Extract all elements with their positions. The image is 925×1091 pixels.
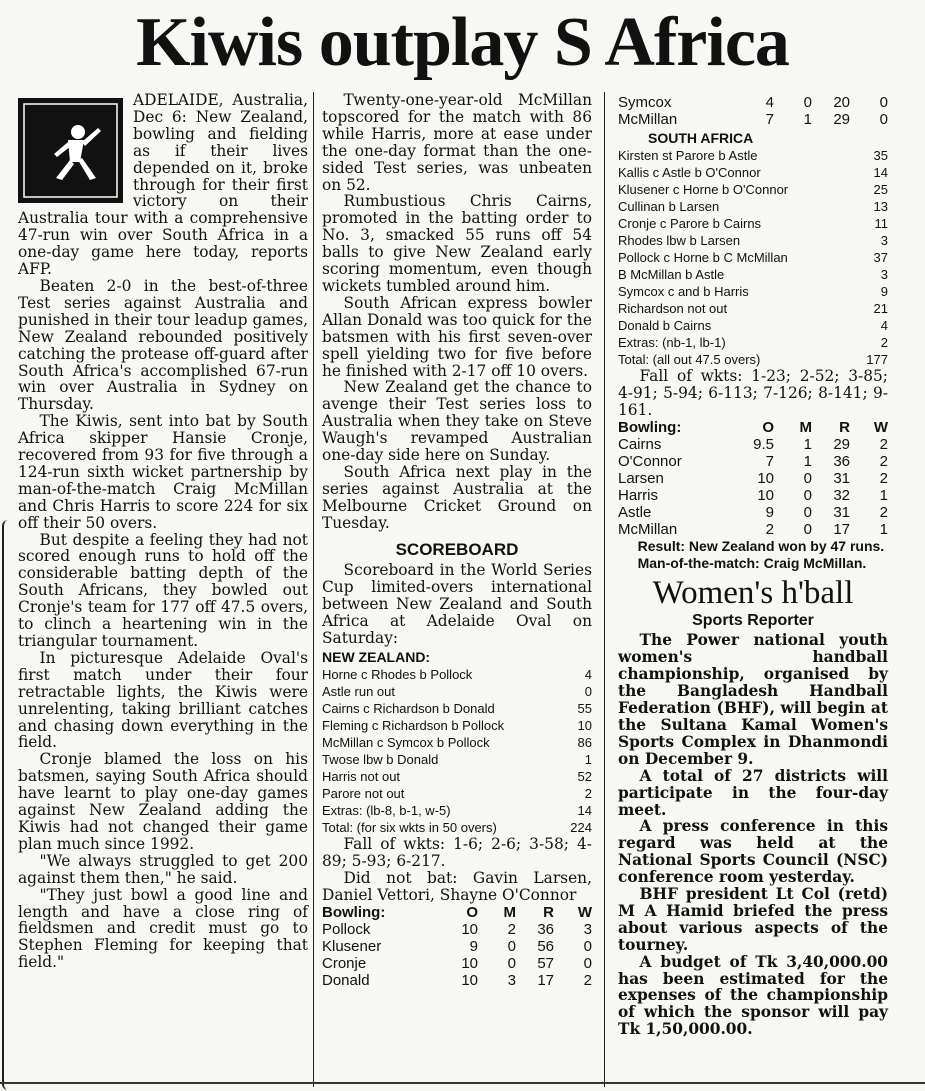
runs-value: 52 <box>577 768 592 784</box>
batsman-entry: Klusener c Horne b O'Connor <box>618 181 789 197</box>
bowling-figure-o: 10 <box>461 920 478 938</box>
article-paragraph: South Africa next play in the series against Australia at the Melbourne Cricket Ground on Tuesday. <box>322 462 592 532</box>
bowling-row <box>322 921 592 938</box>
bowling-row <box>618 94 888 111</box>
batsman-entry: Extras: (nb-1, lb-1) <box>618 334 726 350</box>
runs-value: 2 <box>584 785 592 801</box>
nz-label: NEW ZEALAND: <box>322 649 431 665</box>
bowling-figure-o: 9 <box>469 937 478 955</box>
bowler-name: O'Connor <box>618 452 682 470</box>
batsman-entry: Fleming c Richardson b Pollock <box>322 717 505 733</box>
bowling-figure-m: 0 <box>803 503 812 521</box>
batting-row <box>322 751 592 768</box>
bowling-figure-o: 10 <box>757 469 774 487</box>
col-w: W <box>577 903 592 921</box>
batting-row <box>322 819 592 836</box>
bowling-figure-m: 0 <box>803 486 812 504</box>
bowling-row <box>322 938 592 955</box>
col-o: O <box>466 903 478 921</box>
runs-value: 10 <box>577 717 592 733</box>
bowling-figure-m: 1 <box>803 435 812 453</box>
bowling-figure-o: 7 <box>765 452 774 470</box>
bowler-name: Donald <box>322 971 370 989</box>
bowling-figure-w: 1 <box>879 486 888 504</box>
bowling-figure-m: 3 <box>507 971 516 989</box>
runs-value: 1 <box>584 751 592 767</box>
bowling-figure-m: 1 <box>803 452 812 470</box>
batsman-entry: Total: (for six wkts in 50 overs) <box>322 819 497 835</box>
batting-row <box>618 351 888 368</box>
bowling-figure-w: 0 <box>583 954 592 972</box>
batting-row <box>618 164 888 181</box>
runs-value: 35 <box>873 147 888 163</box>
runs-value: 9 <box>880 283 888 299</box>
runs-value: 86 <box>577 734 592 750</box>
column-rule <box>313 92 314 1087</box>
bowling-label: Bowling: <box>618 418 682 436</box>
bowler-name: Cairns <box>618 435 662 453</box>
runs-value: 14 <box>873 164 888 180</box>
runs-value: 14 <box>577 802 592 818</box>
bowling-figure-m: 2 <box>507 920 516 938</box>
sa-bowling-list <box>618 436 888 538</box>
batsman-entry: Cairns c Richardson b Donald <box>322 700 495 716</box>
batsman-entry: Donald b Cairns <box>618 317 712 333</box>
bowling-row <box>618 436 888 453</box>
batsman-entry: Rhodes lbw b Larsen <box>618 232 741 248</box>
batting-row <box>322 683 592 700</box>
bowling-row <box>618 487 888 504</box>
batting-row <box>618 181 888 198</box>
handball-paragraph: The Power national youth women's handball championship, organised by the Bangladesh Handball Federation (BHF), will begin at the Sultana Kamal Women's Sports Complex in Dhanmondi on December 9. <box>618 631 888 768</box>
batsman-entry: McMillan c Symcox b Pollock <box>322 734 490 750</box>
bowling-figure-w: 3 <box>583 920 592 938</box>
bowling-figure-m: 0 <box>507 954 516 972</box>
batsman-entry: Harris not out <box>322 768 401 784</box>
bowler-name: Pollock <box>322 920 371 938</box>
bowler-name: Klusener <box>322 937 382 955</box>
batting-row <box>618 300 888 317</box>
bowling-figure-m: 1 <box>803 111 812 128</box>
batting-row <box>618 215 888 232</box>
handball-paragraph: A press conference in this regard was held at the National Sports Council (NSC) conference room yesterday. <box>618 817 888 887</box>
handball-paragraph: BHF president Lt Col (retd) M A Hamid briefed the press about various aspects of the tourney. <box>618 885 888 954</box>
article-paragraph: Beaten 2-0 in the best-of-three Test series against Australia and punished in their tour leadup games, New Zealand rebounded positively catching the protease off-guard after South Africa's accomplished 67-run win over Australia in Sydney on Thursday. <box>18 276 308 414</box>
article-paragraph: "We always struggled to get 200 against them then," he said. <box>18 851 308 887</box>
runs-value: 55 <box>577 700 592 716</box>
batsman-entry: Kallis c Astle b O'Connor <box>618 164 761 180</box>
article-paragraph: New Zealand get the chance to avenge their Test series loss to Australia when they take on Steve Waugh's revamped Australian one-day side here on Sunday. <box>322 378 592 465</box>
article-paragraph: South African express bowler Allan Donald was too quick for the batsmen with his first seven-over spell yielding two for five before he finished with 2-17 off 10 overs. <box>322 293 592 380</box>
runs-value: 37 <box>873 249 888 265</box>
nz-bowling-header <box>322 904 592 921</box>
bowling-row <box>322 955 592 972</box>
bowling-row <box>618 453 888 470</box>
nz-bowling-list-continued <box>618 94 888 128</box>
runs-value: 2 <box>880 334 888 350</box>
bowling-row <box>618 521 888 538</box>
article-paragraph: But despite a feeling they had not scored enough runs to hold off the considerable batting depth of the South Africans, they bowled out Cronje's team for 177 off 47.5 overs, to clinch a heartening win in the triangular tournament. <box>18 530 308 650</box>
batting-row <box>618 283 888 300</box>
bowling-figure-w: 0 <box>583 937 592 955</box>
cricketer-silhouette-icon <box>18 98 123 203</box>
article-paragraph: The Kiwis, sent into bat by South Africa skipper Hansie Cronje, recovered from 93 for five through a 124-run sixth wicket partnership by man-of-the-match Craig McMillan and Chris Harris to score 224 for six off their 50 overs. <box>18 412 308 532</box>
article-paragraph: Cronje blamed the loss on his batsmen, saying South Africa should have learnt to play one-day games against New Zealand adding the Kiwis had not changed their game plan much since 1992. <box>18 750 308 853</box>
sa-batting-list <box>618 147 888 368</box>
col-o: O <box>762 418 774 436</box>
batting-row <box>618 147 888 164</box>
batting-row <box>322 802 592 819</box>
bowling-figure-m: 0 <box>507 937 516 955</box>
bowling-label: Bowling: <box>322 903 386 921</box>
batsman-entry: Cronje c Parore b Cairns <box>618 215 762 231</box>
col-r: R <box>839 418 850 436</box>
runs-value: 13 <box>873 198 888 214</box>
bowling-figure-o: 10 <box>461 971 478 989</box>
bowling-figure-w: 2 <box>879 503 888 521</box>
bowling-figure-o: 4 <box>765 94 774 111</box>
article-paragraph: Twenty-one-year-old McMillan topscored for the match with 86 while Harris, more at ease under the one-day format than the one-sided Test series, was unbeaten on 52. <box>322 91 592 194</box>
bowling-figure-w: 1 <box>879 520 888 538</box>
bowling-figure-m: 0 <box>803 520 812 538</box>
runs-value: 4 <box>584 666 592 682</box>
batsman-entry: Parore not out <box>322 785 405 801</box>
batting-row <box>618 266 888 283</box>
runs-value: 3 <box>880 232 888 248</box>
man-of-the-match: Man-of-the-match: Craig McMillan. <box>637 554 867 571</box>
batting-row <box>322 768 592 785</box>
batsman-entry: Cullinan b Larsen <box>618 198 720 214</box>
bowling-figure-r: 17 <box>833 520 850 538</box>
batting-row <box>322 734 592 751</box>
bowling-figure-r: 36 <box>537 920 554 938</box>
bowling-figure-w: 2 <box>879 469 888 487</box>
bowler-name: McMillan <box>618 111 678 128</box>
article-paragraph: In picturesque Adelaide Oval's first match under their four retractable lights, the Kiwis were unrelenting, taking brilliant catches and chasing down everything in the field. <box>18 648 308 752</box>
bowler-name: Astle <box>618 503 652 521</box>
bowler-name: Cronje <box>322 954 367 972</box>
batting-row <box>618 317 888 334</box>
batting-row <box>618 334 888 351</box>
article-paragraph: Rumbustious Chris Cairns, promoted in the batting order to No. 3, smacked 55 runs off 54 balls to give New Zealand early scoring momentum, even though wickets tumbled around him. <box>322 192 592 295</box>
bowler-name: Harris <box>618 486 658 504</box>
batting-row <box>322 700 592 717</box>
batting-row <box>322 717 592 734</box>
batsman-entry: Symcox c and b Harris <box>618 283 749 299</box>
bowling-figure-w: 2 <box>879 435 888 453</box>
bowling-figure-r: 36 <box>833 452 850 470</box>
bowling-figure-o: 7 <box>765 111 774 128</box>
nz-did-not-bat: Did not bat: Gavin Larsen, Daniel Vettori, Shayne O'Connor <box>322 868 592 904</box>
bowler-name: Larsen <box>618 469 664 487</box>
batsman-entry: Astle run out <box>322 683 395 699</box>
scoreboard-intro: Scoreboard in the World Series Cup limited-overs international between New Zealand and South Africa at Adelaide Oval on Saturday: <box>322 561 592 648</box>
article-column-3 <box>618 94 888 1038</box>
bowling-figure-m: 0 <box>803 94 812 111</box>
batsman-entry: Horne c Rhodes b Pollock <box>322 666 473 682</box>
article-paragraph: ADELAIDE, Australia, Dec 6: New Zealand, bowling and fielding as if their lives depended on it, broke through for their first victory on their Australia tour with a comprehensive 47-run win over South Africa in a one-day game here today, reports AFP. <box>18 91 308 279</box>
nz-batting-list <box>322 666 592 836</box>
bowling-figure-o: 10 <box>461 954 478 972</box>
bowler-name: Symcox <box>618 94 672 111</box>
bowling-figure-r: 32 <box>833 486 850 504</box>
article-column-1 <box>18 92 308 971</box>
bowling-figure-w: 2 <box>583 971 592 989</box>
headline: Kiwis outplay S Africa <box>136 4 789 81</box>
handball-byline: Sports Reporter <box>692 612 814 630</box>
runs-value: 25 <box>873 181 888 197</box>
runs-value: 0 <box>584 683 592 699</box>
bowling-figure-w: 0 <box>879 94 888 111</box>
bowling-figure-r: 31 <box>833 469 850 487</box>
runs-value: 11 <box>874 215 888 231</box>
col-m: M <box>503 903 516 921</box>
bowling-figure-m: 0 <box>803 469 812 487</box>
bowling-figure-o: 9 <box>765 503 774 521</box>
match-result: Result: New Zealand won by 47 runs. <box>637 537 885 554</box>
batsman-entry: Extras: (lb-8, b-1, w-5) <box>322 802 451 818</box>
bowling-figure-r: 20 <box>833 94 850 111</box>
bowling-figure-r: 29 <box>833 435 850 453</box>
bowling-figure-o: 9.5 <box>753 435 774 453</box>
column-rule <box>604 92 605 1087</box>
bowling-row <box>618 111 888 128</box>
bowling-figure-r: 31 <box>833 503 850 521</box>
bowling-figure-r: 56 <box>537 937 554 955</box>
sa-bowling-header <box>618 419 888 436</box>
runs-value: 177 <box>866 351 888 367</box>
bowling-figure-o: 2 <box>765 520 774 538</box>
bowling-row <box>618 504 888 521</box>
bowling-row <box>322 972 592 989</box>
bowling-figure-w: 0 <box>879 111 888 128</box>
scoreboard-title: SCOREBOARD <box>395 539 519 559</box>
batsman-entry: Twose lbw b Donald <box>322 751 439 767</box>
batting-row <box>322 666 592 683</box>
runs-value: 3 <box>880 266 888 282</box>
bowling-figure-r: 57 <box>537 954 554 972</box>
runs-value: 21 <box>873 300 888 316</box>
batsman-entry: Pollock c Horne b C McMillan <box>618 249 788 265</box>
article-paragraph: "They just bowl a good line and length and have a close ring of fieldsmen and credit must go to Stephen Fleming for keeping that field." <box>18 885 308 972</box>
bowling-figure-r: 17 <box>537 971 554 989</box>
bottom-rule <box>0 1082 925 1084</box>
batsman-entry: B McMillan b Astle <box>618 266 725 282</box>
runs-value: 224 <box>570 819 592 835</box>
page-edge-rule <box>2 520 8 1090</box>
sa-fall-of-wickets: Fall of wkts: 1-23; 2-52; 3-85; 4-91; 5-94; 6-113; 7-126; 8-141; 9-161. <box>618 366 888 419</box>
handball-headline: Women's h'ball <box>652 575 854 612</box>
col-w: W <box>873 418 888 436</box>
batting-row <box>618 232 888 249</box>
runs-value: 4 <box>880 317 888 333</box>
bowling-figure-o: 10 <box>757 486 774 504</box>
batsman-entry: Total: (all out 47.5 overs) <box>618 351 761 367</box>
nz-fall-of-wickets: Fall of wkts: 1-6; 2-6; 3-58; 4-89; 5-93; 6-217. <box>322 834 592 870</box>
batting-row <box>322 785 592 802</box>
batsman-entry: Richardson not out <box>618 300 728 316</box>
bowling-row <box>618 470 888 487</box>
batting-row <box>618 198 888 215</box>
col-m: M <box>799 418 812 436</box>
handball-paragraph: A budget of Tk 3,40,000.00 has been estimated for the expenses of the championship of which the sponsor will pay Tk 1,50,000.00. <box>618 952 888 1039</box>
col-r: R <box>543 903 554 921</box>
bowler-name: McMillan <box>618 520 678 538</box>
nz-bowling-list <box>322 921 592 989</box>
bowling-figure-w: 2 <box>879 452 888 470</box>
batting-row <box>618 249 888 266</box>
bowling-figure-r: 29 <box>833 111 850 128</box>
article-column-2 <box>322 92 592 989</box>
handball-paragraph: A total of 27 districts will participate in the four-day meet. <box>618 766 888 819</box>
sa-label: SOUTH AFRICA <box>648 130 754 146</box>
batsman-entry: Kirsten st Parore b Astle <box>618 147 758 163</box>
